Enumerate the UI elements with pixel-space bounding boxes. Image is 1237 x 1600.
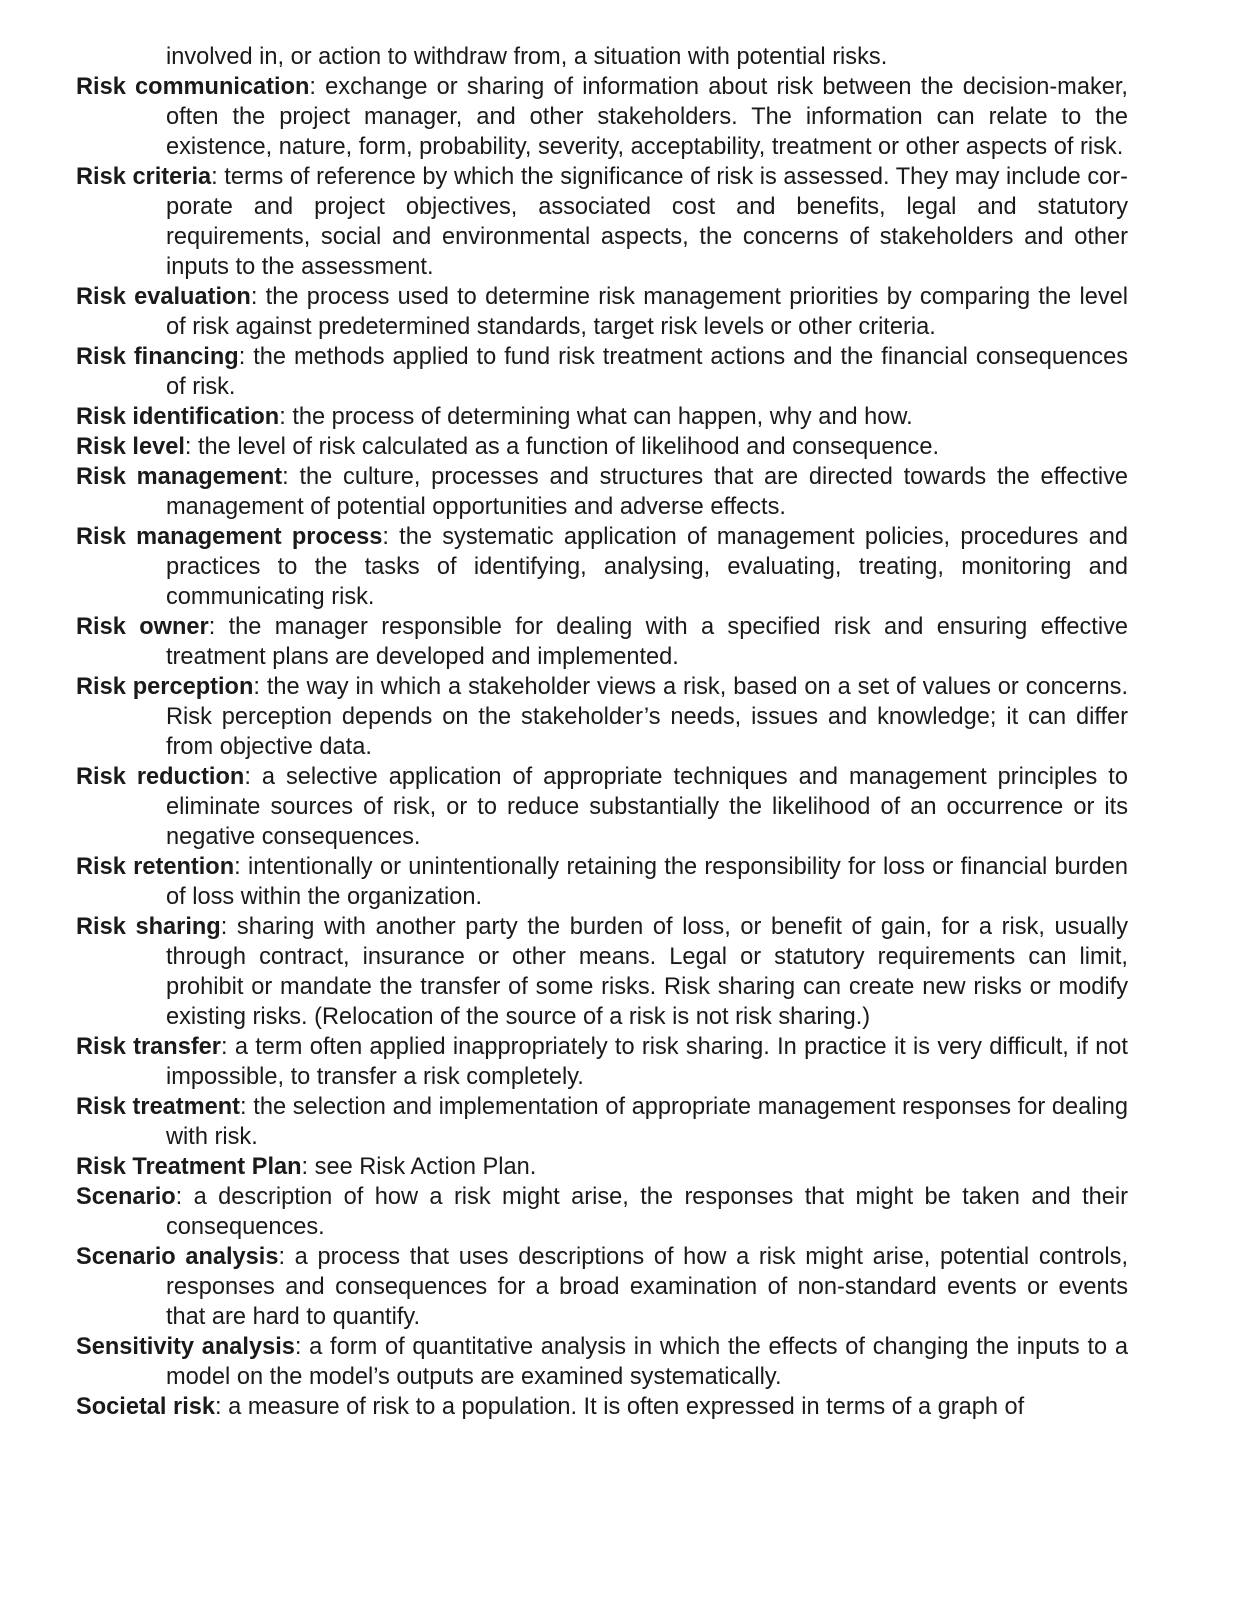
glossary-definition: : the systematic application of management policies, procedures and practices to the tasks of identifying, analysing, evaluating, treating, monitoring and communicating risk. xyxy=(166,524,1128,610)
glossary-definition: : terms of reference by which the significance of risk is assessed. They may include cor- porate and project objectives, associated cost and benefits, legal and statutory requirements, social and environmental aspects, the concerns of stakeholders and other inputs to the assessment. xyxy=(166,164,1128,280)
glossary-definition: : the manager responsible for dealing with a specified risk and ensuring effective treatment plans are developed and implemented. xyxy=(166,614,1129,670)
glossary-term: Risk identification xyxy=(76,404,280,430)
glossary-definition: : the level of risk calculated as a function of likelihood and consequence. xyxy=(184,434,940,460)
glossary-page xyxy=(76,42,1128,1422)
glossary-entry-risk-retention xyxy=(76,852,1128,912)
glossary-term: Risk Treatment Plan xyxy=(76,1154,302,1180)
glossary-definition: : exchange or sharing of information about risk between the decision-maker, often the project manager, and other stakeholders. The information can relate to the existence, nature, form, probability, severity, acceptability, treatment or other aspects of risk. xyxy=(166,74,1128,160)
glossary-entry-risk-perception xyxy=(76,672,1128,762)
glossary-term: Risk perception xyxy=(76,674,254,700)
glossary-term: Risk communication xyxy=(76,74,310,100)
glossary-entry-risk-owner xyxy=(76,612,1128,672)
glossary-term: Risk management xyxy=(76,464,283,490)
glossary-definition: : sharing with another party the burden of loss, or benefit of gain, for a risk, usually through contract, insurance or other means. Legal or statutory requirements can limit, prohibit or mandate the transfer of some risks. Risk sharing can create new risks or modify existing risks. (Relocation of the source of a risk is not risk sharing.) xyxy=(166,914,1128,1030)
glossary-term: Risk sharing xyxy=(76,914,221,940)
glossary-term: Risk criteria xyxy=(76,164,212,190)
glossary-entry-societal-risk xyxy=(76,1392,1128,1422)
glossary-definition: : see Risk Action Plan. xyxy=(301,1154,537,1180)
glossary-entry-risk-level xyxy=(76,432,1128,462)
glossary-definition: : the culture, processes and structures that are directed towards the effective management of potential opportunities and adverse effects. xyxy=(166,464,1128,520)
glossary-term: Risk owner xyxy=(76,614,209,640)
glossary-definition: : the selection and implementation of appropriate management responses for dealing with risk. xyxy=(166,1094,1129,1150)
glossary-entry-risk-management-process xyxy=(76,522,1128,612)
glossary-entry-risk-treatment-plan xyxy=(76,1152,1128,1182)
glossary-entry-risk-sharing xyxy=(76,912,1128,1032)
glossary-definition: : a description of how a risk might arise, the responses that might be taken and their consequences. xyxy=(166,1184,1128,1240)
glossary-definition: : a form of quantitative analysis in which the effects of changing the inputs to a model on the model’s outputs are examined systematically. xyxy=(166,1334,1129,1390)
glossary-term: Risk management process xyxy=(76,524,383,550)
glossary-definition: : the process of determining what can happen, why and how. xyxy=(279,404,913,430)
glossary-entry-risk-management xyxy=(76,462,1128,522)
glossary-definition: : the methods applied to fund risk treatment actions and the financial consequences of risk. xyxy=(166,344,1128,400)
glossary-definition: : a selective application of appropriate techniques and management principles to eliminate sources of risk, or to reduce substantially the likelihood of an occurrence or its negative consequences. xyxy=(166,764,1128,850)
glossary-entry-risk-identification xyxy=(76,402,1128,432)
glossary-entry-risk-evaluation xyxy=(76,282,1128,342)
glossary-term: Sensitivity analysis xyxy=(76,1334,295,1360)
glossary-term: Risk transfer xyxy=(76,1034,221,1060)
glossary-entry-risk-treatment xyxy=(76,1092,1128,1152)
glossary-term: Risk level xyxy=(76,434,185,460)
glossary-entry-risk-reduction xyxy=(76,762,1128,852)
glossary-term: Risk retention xyxy=(76,854,235,880)
glossary-definition: : intentionally or unintentionally retaining the responsibility for loss or financial burden of loss within the organization. xyxy=(166,854,1128,910)
continuation-text: involved in, or action to withdraw from, a situation with potential risks. xyxy=(166,44,888,70)
glossary-entry-risk-communication xyxy=(76,72,1128,162)
glossary-term: Scenario analysis xyxy=(76,1244,279,1270)
glossary-term: Societal risk xyxy=(76,1394,216,1420)
glossary-entry-risk-financing xyxy=(76,342,1128,402)
glossary-definition: : a measure of risk to a population. It is often expressed in terms of a graph of xyxy=(215,1394,1025,1420)
glossary-entry-scenario-analysis xyxy=(76,1242,1128,1332)
glossary-term: Risk financing xyxy=(76,344,239,370)
glossary-definition: : the way in which a stakeholder views a risk, based on a set of values or concerns. Risk perception depends on the stakeholder’s needs, issues and knowledge; it can differ from objective data. xyxy=(166,674,1129,760)
glossary-term: Risk evaluation xyxy=(76,284,251,310)
glossary-entry-scenario xyxy=(76,1182,1128,1242)
glossary-entry-risk-criteria xyxy=(76,162,1128,282)
glossary-term: Risk reduction xyxy=(76,764,245,790)
glossary-term: Risk treatment xyxy=(76,1094,241,1120)
glossary-entry-risk-transfer xyxy=(76,1032,1128,1092)
glossary-definition: : a term often applied inappropriately to risk sharing. In practice it is very difficult, if not impossible, to transfer a risk completely. xyxy=(166,1034,1128,1090)
glossary-term: Scenario xyxy=(76,1184,176,1210)
glossary-definition: : the process used to determine risk management priorities by comparing the level of risk against predetermined standards, target risk levels or other criteria. xyxy=(166,284,1128,340)
glossary-definition: : a process that uses descriptions of how a risk might arise, potential controls, responses and consequences for a broad examination of non-standard events or events that are hard to quantify. xyxy=(166,1244,1128,1330)
glossary-entry-sensitivity-analysis xyxy=(76,1332,1128,1392)
